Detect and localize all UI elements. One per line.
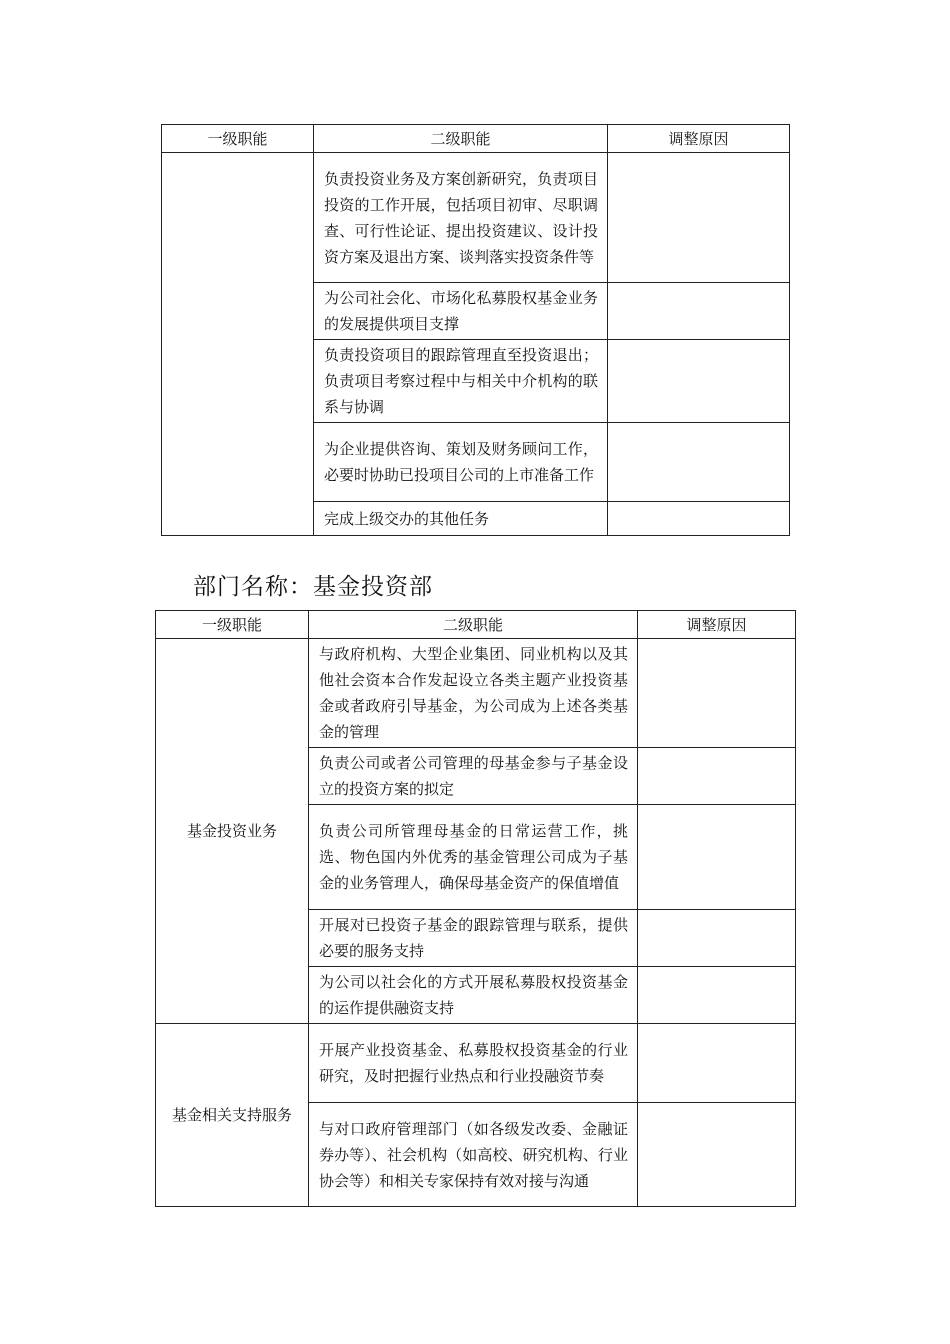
primary-function-cell xyxy=(162,153,314,536)
adjust-reason-cell xyxy=(638,748,796,805)
table-row xyxy=(156,639,796,748)
adjust-reason-cell xyxy=(638,805,796,910)
secondary-function-cell: 与对口政府管理部门（如各级发改委、金融证券办等）、社会机构（如高校、研究机构、行业协会等）和相关专家保持有效对接与沟通 xyxy=(309,1103,638,1207)
department-title: 部门名称：基金投资部 xyxy=(193,574,433,600)
adjust-reason-cell xyxy=(638,639,796,748)
secondary-function-cell: 负责公司所管理母基金的日常运营工作，挑选、物色国内外优秀的基金管理公司成为子基金的业务管理人，确保母基金资产的保值增值 xyxy=(309,805,638,910)
adjust-reason-cell xyxy=(638,1024,796,1103)
adjust-reason-cell xyxy=(638,1103,796,1207)
primary-function-cell: 基金相关支持服务 xyxy=(156,1024,309,1207)
adjust-reason-cell xyxy=(608,283,790,340)
table-row xyxy=(156,1024,796,1103)
secondary-function-cell: 为公司社会化、市场化私募股权基金业务的发展提供项目支撑 xyxy=(314,283,608,340)
header-secondary-function: 二级职能 xyxy=(309,611,638,639)
secondary-function-cell: 开展对已投资子基金的跟踪管理与联系，提供必要的服务支持 xyxy=(309,910,638,967)
secondary-function-cell: 开展产业投资基金、私募股权投资基金的行业研究，及时把握行业热点和行业投融资节奏 xyxy=(309,1024,638,1103)
secondary-function-cell: 与政府机构、大型企业集团、同业机构以及其他社会资本合作发起设立各类主题产业投资基金或者政府引导基金，为公司成为上述各类基金的管理 xyxy=(309,639,638,748)
secondary-function-cell: 为企业提供咨询、策划及财务顾问工作，必要时协助已投项目公司的上市准备工作 xyxy=(314,423,608,502)
adjust-reason-cell xyxy=(608,340,790,423)
secondary-function-cell: 完成上级交办的其他任务 xyxy=(314,502,608,536)
header-adjust-reason: 调整原因 xyxy=(638,611,796,639)
header-primary-function: 一级职能 xyxy=(156,611,309,639)
table-row xyxy=(162,153,790,283)
primary-function-cell: 基金投资业务 xyxy=(156,639,309,1024)
header-secondary-function: 二级职能 xyxy=(314,125,608,153)
table-header-row xyxy=(162,125,790,153)
adjust-reason-cell xyxy=(638,910,796,967)
adjust-reason-cell xyxy=(608,502,790,536)
adjust-reason-cell xyxy=(638,967,796,1024)
header-adjust-reason: 调整原因 xyxy=(608,125,790,153)
adjust-reason-cell xyxy=(608,153,790,283)
secondary-function-cell: 负责投资业务及方案创新研究，负责项目投资的工作开展，包括项目初审、尽职调查、可行性论证、提出投资建议、设计投资方案及退出方案、谈判落实投资条件等 xyxy=(314,153,608,283)
secondary-function-cell: 负责公司或者公司管理的母基金参与子基金设立的投资方案的拟定 xyxy=(309,748,638,805)
table-header-row xyxy=(156,611,796,639)
header-primary-function: 一级职能 xyxy=(162,125,314,153)
secondary-function-cell: 为公司以社会化的方式开展私募股权投资基金的运作提供融资支持 xyxy=(309,967,638,1024)
secondary-function-cell: 负责投资项目的跟踪管理直至投资退出；负责项目考察过程中与相关中介机构的联系与协调 xyxy=(314,340,608,423)
duty-table-continued xyxy=(161,124,790,536)
adjust-reason-cell xyxy=(608,423,790,502)
fund-investment-duty-table xyxy=(155,610,796,1207)
